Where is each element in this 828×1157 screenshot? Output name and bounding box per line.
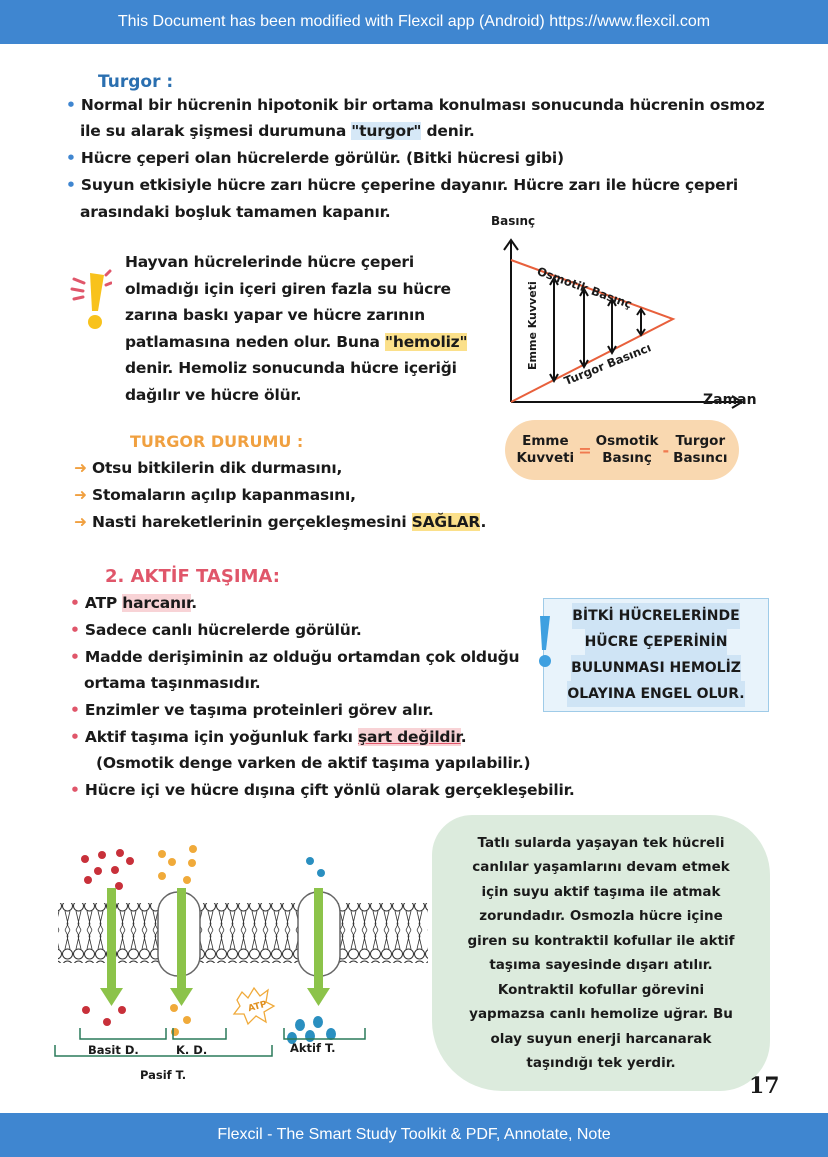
aktif-bullet-1: • ATP harcanır.: [70, 594, 197, 612]
aktif-bullet-5: • Aktif taşıma için yoğunluk farkı şart değildir.: [70, 728, 467, 746]
durum-item-1: ➜ Otsu bitkilerin dik durmasını,: [74, 459, 343, 477]
aktif-bullet-4: • Enzimler ve taşıma proteinleri görev alır.: [70, 701, 434, 719]
hemoliz-paragraph: Hayvan hücrelerinde hücre çeperi olmadığı için içeri giren fazla su hücre zarına baskı yapar ve hücre zarının patlamasına neden olur. Buna "hemoliz" denir. Hemoliz sonucunda hücre içeriği dağılır ve hücre ölür.: [125, 253, 468, 404]
aktif-bullet-5-note: (Osmotik denge varken de aktif taşıma yapılabilir.): [96, 754, 531, 772]
durum-item-2: ➜ Stomaların açılıp kapanmasını,: [74, 486, 356, 504]
warning-icon: [70, 265, 112, 335]
turgor-bullet-3: • Suyun etkisiyle hücre zarı hücre çeperine dayanır. Hücre zarı ile hücre çeperi: [66, 176, 739, 194]
formula-pill: Emme Kuvveti = Osmotik Basınç - Turgor Basıncı: [505, 420, 739, 480]
info-box: BİTKİ HÜCRELERİNDE HÜCRE ÇEPERİNİN BULUNMASI HEMOLİZ OLAYINA ENGEL OLUR.: [543, 598, 769, 712]
turgor-bullet-3-cont: arasındaki boşluk tamamen kapanır.: [80, 203, 391, 221]
top-banner: This Document has been modified with Flexcil app (Android) https://www.flexcil.com: [0, 0, 828, 44]
aktif-tasima-label: Aktif T.: [290, 1041, 336, 1055]
aktif-bullet-6: • Hücre içi ve hücre dışına çift yönlü olarak gerçekleşebilir.: [70, 781, 575, 799]
y-axis: [504, 240, 518, 402]
turgor-line-label: Turgor Basıncı: [562, 340, 654, 388]
aktif-bullet-3: • Madde derişiminin az olduğu ortamdan çok olduğu: [70, 648, 520, 666]
aktif-bullet-2: • Sadece canlı hücrelerde görülür.: [70, 621, 362, 639]
graph-y-label: Basınç: [491, 214, 536, 228]
page-number: 17: [749, 1073, 780, 1099]
turgor-bullet-1: • Normal bir hücrenin hipotonik bir ortama konulması sonucunda hücrenin osmoz: [66, 96, 765, 114]
graph-x-label: Zaman: [703, 392, 757, 408]
aktif-bullet-3-cont: ortama taşınmasıdır.: [84, 674, 261, 692]
exclamation-icon: [533, 614, 555, 670]
osmotic-line-label: Osmotik Basınç: [535, 264, 634, 312]
suction-label: Emme Kuvveti: [526, 281, 539, 370]
durum-item-3: ➜ Nasti hareketlerinin gerçekleşmesini SAĞLAR.: [74, 513, 487, 531]
bottom-banner: Flexcil - The Smart Study Toolkit & PDF, Annotate, Note: [0, 1113, 828, 1157]
note-box: Tatlı sularda yaşayan tek hücreli canlılar yaşamlarını devam etmek için suyu aktif taşıma ile atmak zorundadır. Osmozla hücre içine giren su kontraktil kofullar ile aktif taşıma sayesinde dışarı atılır. Kontraktil kofullar görevini yapmazsa canlı hemolize uğrar. Bu olay suyun enerji harcanarak taşındığı tek yerdir.: [432, 815, 770, 1091]
pasif-tasima-label: Pasif T.: [140, 1068, 187, 1082]
turgor-bullet-2: • Hücre çeperi olan hücrelerde görülür. (Bitki hücresi gibi): [66, 149, 564, 167]
turgor-durumu-heading: TURGOR DURUMU :: [130, 432, 304, 451]
turgor-bullet-1-cont: ile su alarak şişmesi durumuna "turgor" denir.: [80, 122, 475, 140]
turgor-heading: Turgor :: [98, 72, 174, 92]
kolaylastirilmis-difuzyon-label: K. D.: [176, 1043, 208, 1057]
aktif-tasima-heading: 2. AKTİF TAŞIMA:: [105, 566, 280, 587]
atp-label: ATP: [247, 999, 268, 1015]
basit-difuzyon-label: Basit D.: [88, 1043, 139, 1057]
